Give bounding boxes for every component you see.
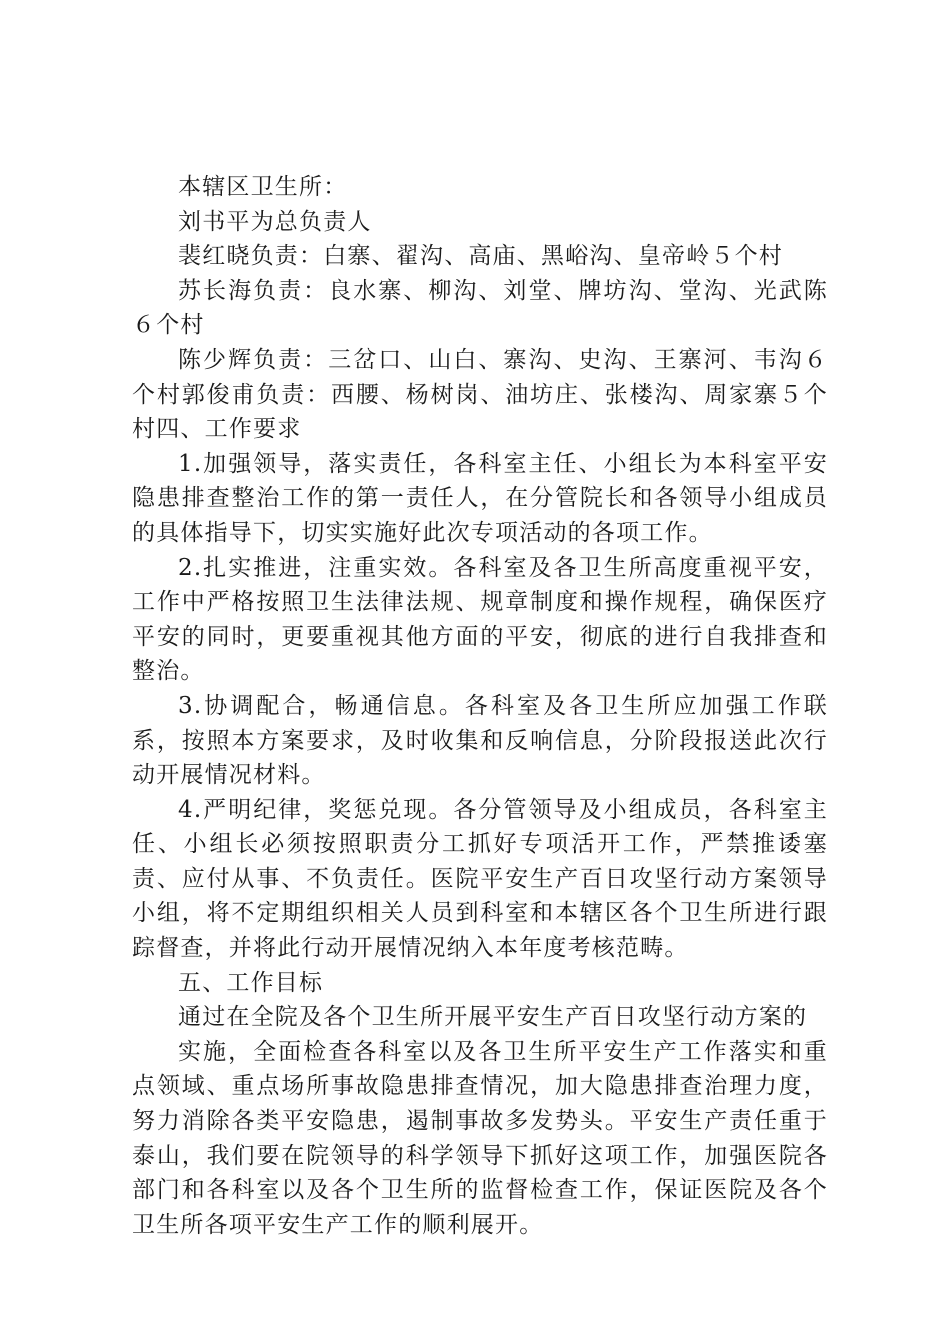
paragraph-requirement-1: 1.加强领导，落实责任，各科室主任、小组长为本科室平安隐患排查整治工作的第一责任人，在分管院长和各领导小组成员的具体指导下，切实实施好此次专项活动的各项工作。: [132, 450, 828, 546]
paragraph-requirement-2: 2.扎实推进，注重实效。各科室及各卫生所高度重视平安，工作中严格按照卫生法律法规、规章制度和操作规程，确保医疗平安的同时，更要重视其他方面的平安，彻底的进行自我排查和整治。: [132, 554, 828, 685]
document-body: [132, 170, 828, 1242]
paragraph-chen-shaohui: 陈少辉负责：三岔口、山白、寨沟、史沟、王寨河、韦沟６个村郭俊甫负责：西腰、杨树岗、油坊庄、张楼沟、周家寨５个村四、工作要求: [132, 346, 828, 443]
paragraph-pei-hongxiao: 裴红晓负责：白寨、翟沟、高庙、黑峪沟、皇帝岭５个村: [178, 243, 783, 270]
paragraph-su-changhai: 苏长海负责：良水寨、柳沟、刘堂、牌坊沟、堂沟、光武陈６个村: [132, 277, 828, 339]
paragraph-requirement-3: 3.协调配合，畅通信息。各科室及各卫生所应加强工作联系，按照本方案要求，及时收集和反响信息，分阶段报送此次行动开展情况材料。: [132, 692, 828, 789]
section-heading-goals: 五、工作目标: [178, 969, 324, 996]
paragraph-overall-lead: 刘书平为总负责人: [178, 208, 372, 235]
paragraph-clinic-heading: 本辖区卫生所：: [178, 174, 348, 200]
paragraph-goals-intro: 通过在全院及各个卫生所开展平安生产百日攻坚行动方案的: [178, 1004, 808, 1031]
paragraph-goals-body: 实施，全面检查各科室以及各卫生所平安生产工作落实和重点领域、重点场所事故隐患排查情况，加大隐患排查治理力度，努力消除各类平安隐患，遏制事故多发势头。平安生产责任重于泰山，我们要在院领导的科学领导下抓好这项工作，加强医院各部门和各科室以及各个卫生所的监督检查工作，保证医院及各个卫生所各项平安生产工作的顺利展开。: [132, 1038, 828, 1238]
paragraph-requirement-4: 4.严明纪律，奖惩兑现。各分管领导及小组成员，各科室主任、小组长必须按照职责分工抓好专项活开工作，严禁推诿塞责、应付从事、不负责任。医院平安生产百日攻坚行动方案领导小组，将不定期组织相关人员到科室和本辖区各个卫生所进行跟踪督查，并将此行动开展情况纳入本年度考核范畴。: [132, 796, 828, 962]
